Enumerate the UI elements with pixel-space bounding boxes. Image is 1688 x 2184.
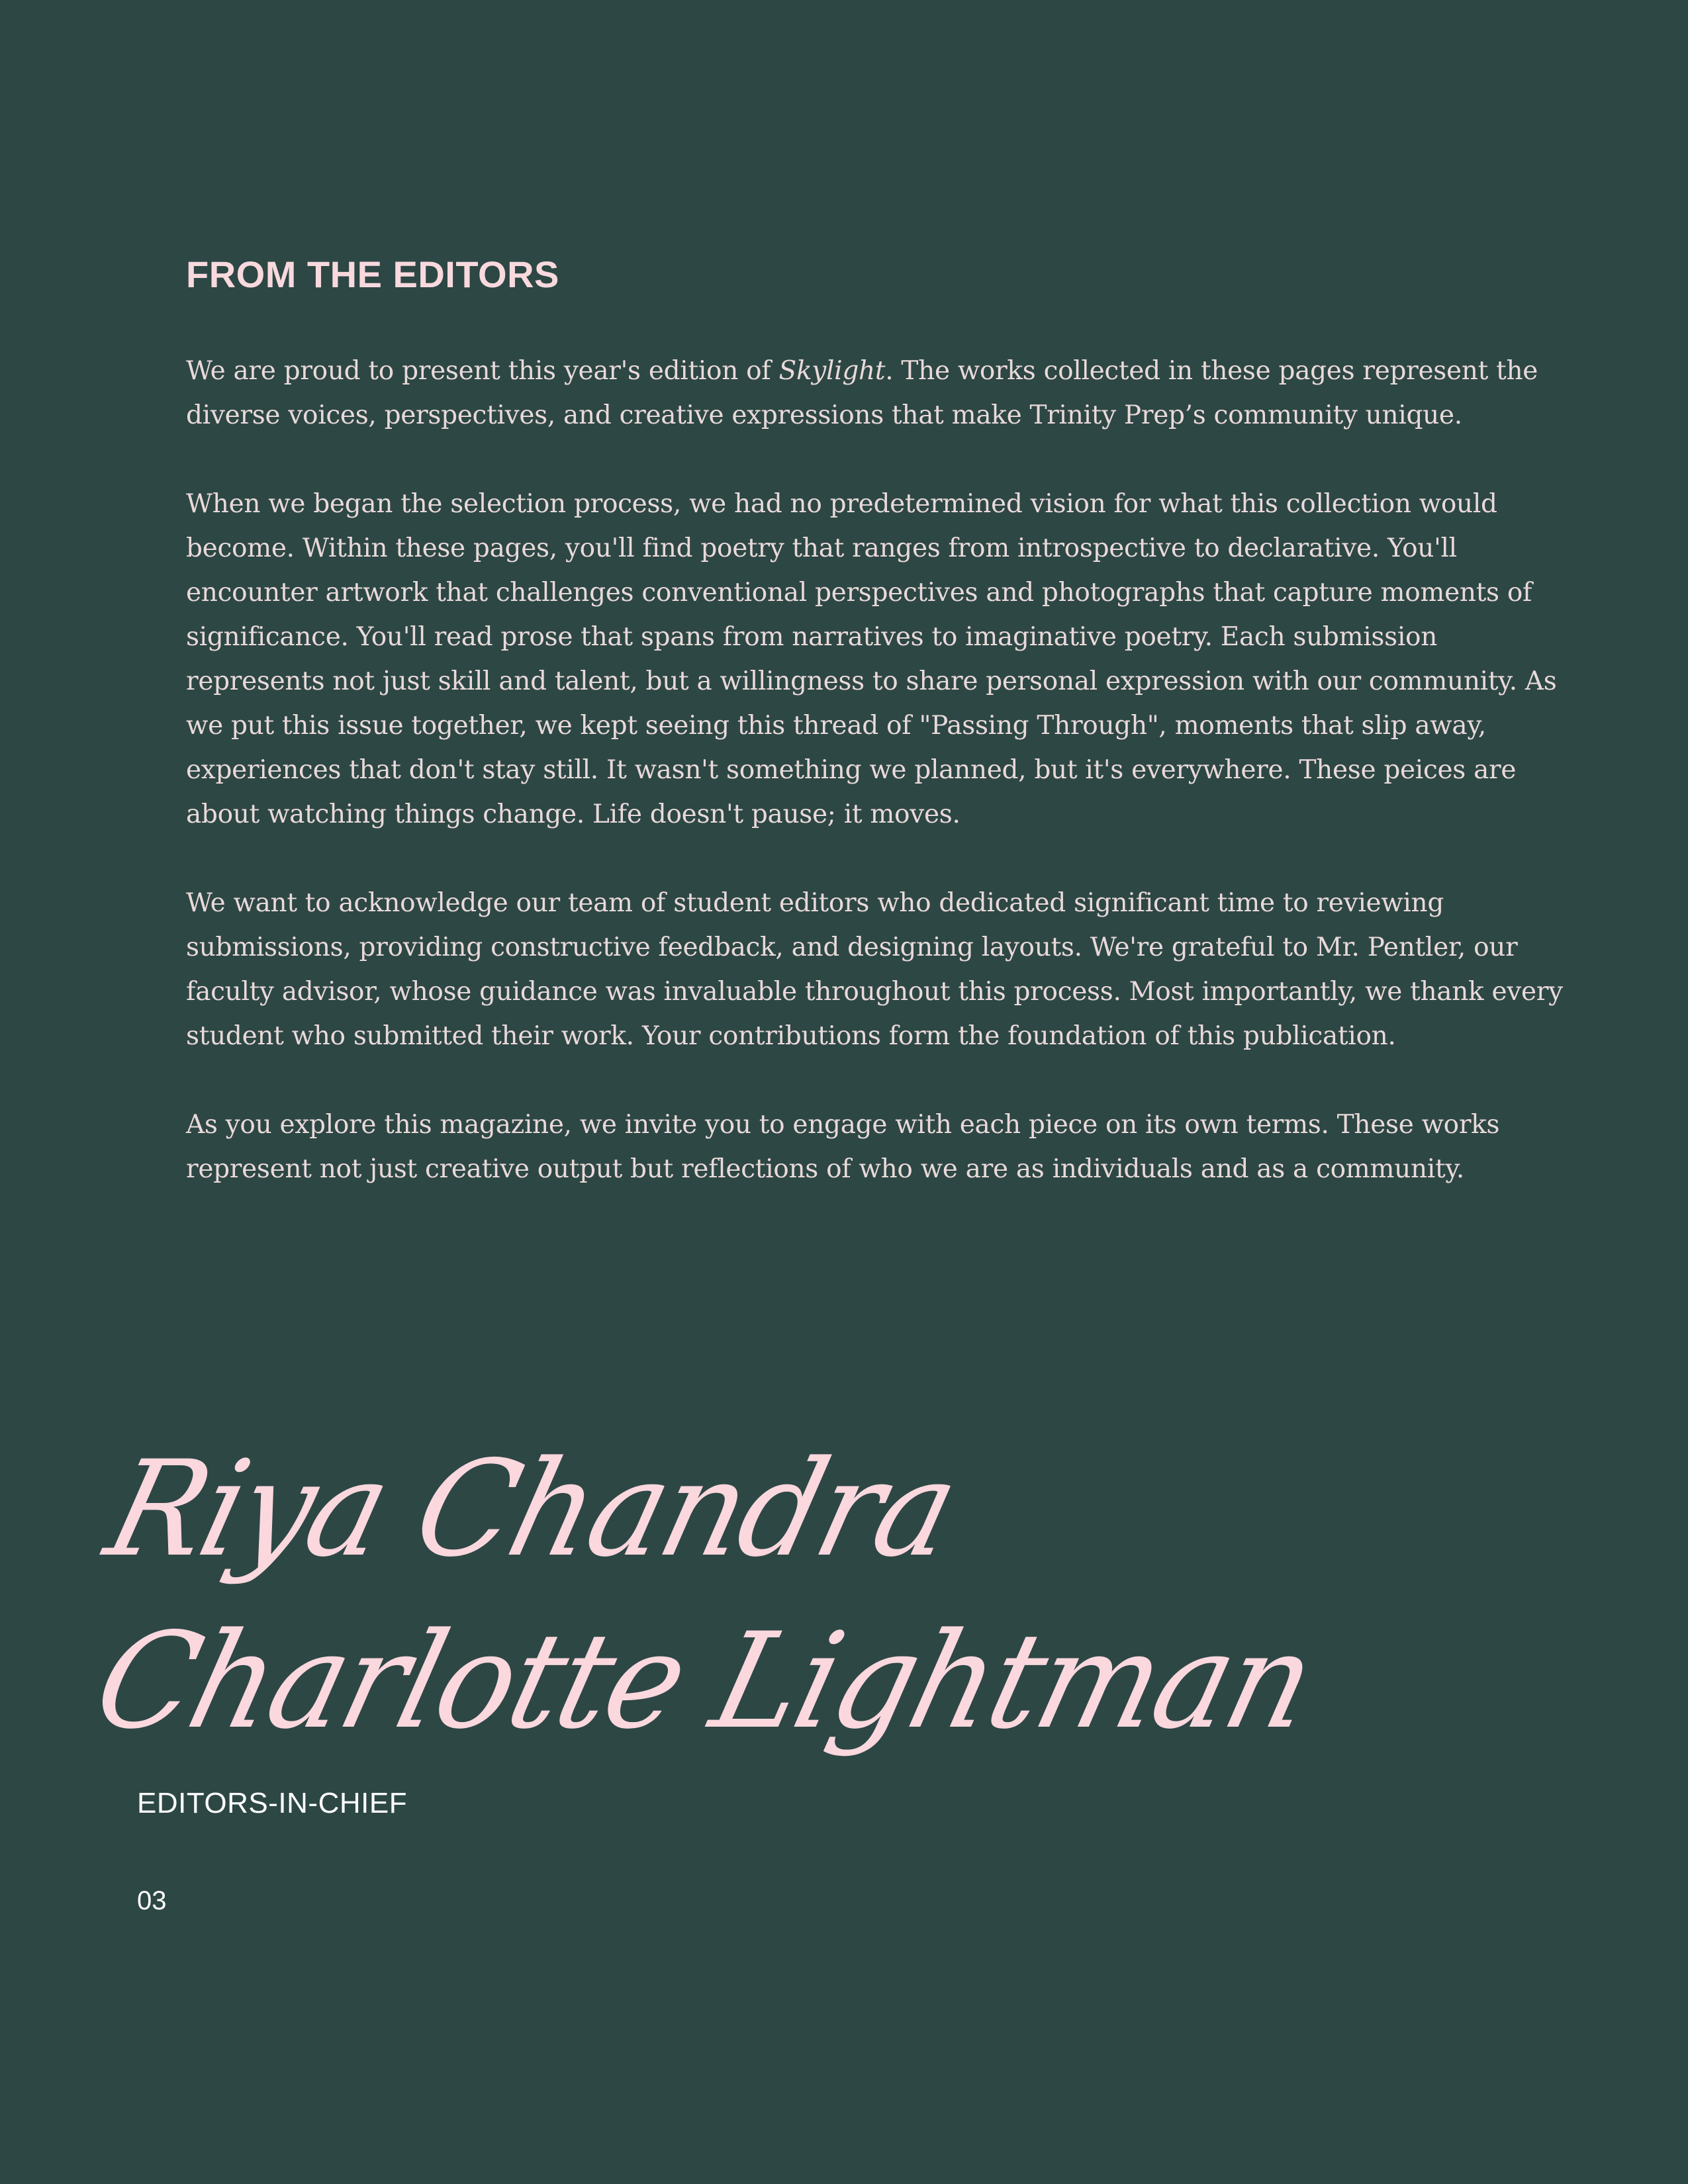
page-heading: FROM THE EDITORS bbox=[186, 253, 559, 295]
paragraph-intro bbox=[186, 349, 1570, 437]
magazine-title: Skylight bbox=[778, 356, 886, 386]
paragraph-invitation: As you explore this magazine, we invite you to engage with each piece on its own terms. These works represent not just creative output but reflections of who we are as individuals and as a community. bbox=[186, 1110, 1500, 1184]
signature-riya-chandra: Riya Chandra bbox=[93, 1432, 970, 1586]
intro-text-start: We are proud to present this year's edition of bbox=[186, 356, 779, 386]
intro-text-end: . The works collected in these pages represent the diverse voices, perspectives, and creative expressions that make Trinity Prep’s community unique. bbox=[186, 356, 1538, 430]
signature-charlotte-lightman: Charlotte Lightman bbox=[81, 1604, 1327, 1758]
letter-body bbox=[186, 349, 1570, 1236]
page-number: 03 bbox=[137, 1886, 167, 1915]
editors-role-label: EDITORS-IN-CHIEF bbox=[137, 1787, 408, 1819]
paragraph-acknowledgements: We want to acknowledge our team of student editors who dedicated significant time to reviewing submissions, providing constructive feedback, and designing layouts. We're grateful to Mr. Pentler, our faculty advisor, whose guidance was invaluable throughout this process. Most importantly, we thank every student who submitted their work. Your contributions form the foundation of this publication. bbox=[186, 888, 1563, 1051]
paragraph-selection: When we began the selection process, we had no predetermined vision for what this collection would become. Within these pages, you'll find poetry that ranges from introspective to declarative. You'll encounter artwork that challenges conventional perspectives and photographs that capture moments of significance. You'll read prose that spans from narratives to imaginative poetry. Each submission represents not just skill and talent, but a willingness to share personal expression with our community. As we put this issue together, we kept seeing this thread of "Passing Through", moments that slip away, experiences that don't stay still. It wasn't something we planned, but it's everywhere. These peices are about watching things change. Life doesn't pause; it moves. bbox=[186, 489, 1557, 829]
